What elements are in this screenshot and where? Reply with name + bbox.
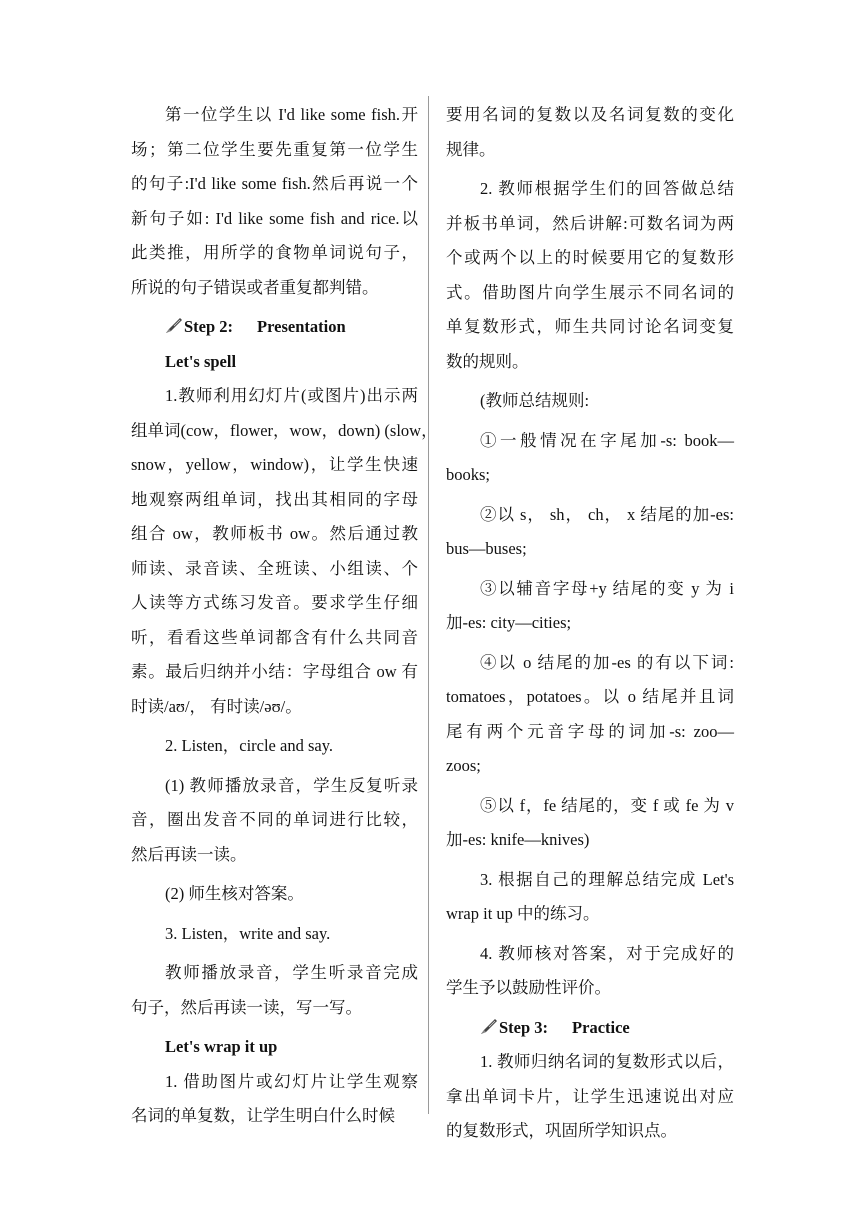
text-line: 尾有两个元音字母的词加-s: zoo— — [446, 721, 734, 741]
text-line: 素。最后归纳并小结：字母组合 ow 有 — [131, 662, 418, 681]
text-line: 2. 教师根据学生们的回答做总结 — [480, 179, 734, 198]
text-line: 规律。 — [446, 139, 496, 159]
text-line: zoos; — [446, 756, 481, 775]
text-line: 此类推，用所学的食物单词说句子， — [131, 243, 418, 262]
text-line: 组单词(cow，flower，wow，down) (slow， — [131, 420, 438, 440]
text-line: books; — [446, 465, 491, 484]
text-line: 名词的单复数，让学生明白什么时候 — [131, 1106, 395, 1125]
text-line: 人读等方式练习发音。要求学生仔细 — [131, 593, 418, 612]
paragraph — [446, 172, 734, 379]
paragraph — [131, 1065, 418, 1134]
paragraph — [446, 863, 734, 932]
text-line: 师读、录音读、全班读、小组读、个 — [131, 558, 418, 578]
text-line: ④以 o 结尾的加-es 的有以下词: — [480, 652, 734, 672]
text-line: 音，圈出发音不同的单词进行比较， — [131, 810, 418, 829]
pen-nib-icon — [165, 318, 183, 334]
paragraph — [131, 877, 418, 912]
text-line: 要用名词的复数以及名词复数的变化 — [446, 105, 734, 124]
text-line: wrap it up 中的练习。 — [446, 904, 600, 923]
text-line: 组合 ow，教师板书 ow。然后通过教 — [131, 524, 418, 543]
text-line: 所说的句子错误或者重复都判错。 — [131, 277, 379, 297]
text-line: 2. Listen，circle and say. — [165, 736, 333, 755]
text-line: (教师总结规则: — [480, 391, 590, 410]
paragraph — [446, 937, 734, 1006]
rule-item — [446, 789, 734, 858]
text-line: 4. 教师核对答案，对于完成好的 — [480, 943, 734, 963]
text-line: 3. Listen，write and say. — [165, 923, 331, 943]
text-line: 1. 借助图片或幻灯片让学生观察 — [165, 1071, 418, 1091]
text-line: 加-es: city—cities; — [446, 613, 572, 632]
rule-item — [446, 646, 734, 784]
text-line: 学生予以鼓励性评价。 — [446, 978, 611, 997]
left-column — [131, 98, 438, 1139]
text-line: 地观察两组单词，找出其相同的字母 — [131, 489, 418, 509]
text-line: 式。借助图片向学生展示不同名词的 — [446, 282, 734, 302]
text-line: 1.教师利用幻灯片(或图片)出示两 — [165, 386, 418, 405]
text-line: 并板书单词，然后讲解:可数名词为两 — [446, 213, 734, 233]
pen-nib-icon — [480, 1019, 498, 1035]
text-line: 加-es: knife—knives) — [446, 830, 590, 849]
text-line: (2) 师生核对答案。 — [165, 884, 304, 903]
text-line: bus—buses; — [446, 539, 527, 558]
text-line: 教师播放录音，学生听录音完成 — [165, 963, 418, 982]
step-2-heading: Step 2: Presentation — [131, 310, 418, 345]
right-column — [446, 98, 734, 1154]
text-line: snow，yellow，window)，让学生快速 — [131, 455, 418, 474]
text-line: 1. 教师归纳名词的复数形式以后， — [480, 1052, 734, 1071]
paragraph — [131, 956, 418, 1025]
rule-item — [446, 424, 734, 493]
text-line: ②以 s， sh， ch， x 结尾的加-es: — [480, 504, 734, 524]
text-line: 的句子:I'd like some fish.然后再说一个 — [131, 174, 418, 193]
paragraph — [131, 98, 418, 305]
text-line: 个或两个以上的时候要用它的复数形 — [446, 248, 734, 267]
paragraph — [131, 729, 418, 764]
column-divider — [428, 96, 429, 1114]
text-line: ③以辅音字母+y 结尾的变 y 为 i — [480, 578, 734, 598]
text-line: 句子，然后再读一读，写一写。 — [131, 997, 362, 1017]
step-3-heading: Step 3: Practice — [446, 1011, 734, 1046]
text-line: 3. 根据自己的理解总结完成 Let's — [480, 869, 734, 889]
lets-wrap-heading: Let's wrap it up — [165, 1037, 278, 1056]
text-line: 听，看看这些单词都含有什么共同音 — [131, 627, 418, 647]
text-line: ①一般情况在字尾加-s: book— — [480, 430, 734, 450]
paragraph — [446, 98, 734, 167]
text-line: 的复数形式，巩固所学知识点。 — [446, 1121, 677, 1140]
text-line: 时读/aʊ/， 有时读/əʊ/。 — [131, 696, 302, 716]
rule-item — [446, 572, 734, 641]
text-line: 第一位学生以 I'd like some fish.开 — [165, 105, 418, 124]
paragraph — [446, 384, 734, 419]
text-line: 场；第二位学生要先重复第一位学生 — [131, 139, 418, 159]
text-line: 单复数形式，师生共同讨论名词变复 — [446, 317, 734, 336]
text-line: 然后再读一读。 — [131, 844, 247, 864]
rule-item — [446, 498, 734, 567]
paragraph — [446, 1045, 734, 1149]
text-line: tomatoes，potatoes。以 o 结尾并且词 — [446, 687, 734, 706]
lets-spell-heading: Let's spell — [165, 351, 237, 371]
paragraph — [131, 917, 418, 952]
text-line: ⑤以 f，fe 结尾的，变 f 或 fe 为 v — [480, 795, 734, 815]
text-line: 拿出单词卡片，让学生迅速说出对应 — [446, 1086, 734, 1106]
text-line: (1) 教师播放录音，学生反复听录 — [165, 775, 418, 795]
text-line: 数的规则。 — [446, 351, 529, 371]
paragraph — [131, 379, 438, 724]
text-line: 新句子如: I'd like some fish and rice.以 — [131, 208, 418, 228]
paragraph — [131, 769, 418, 873]
